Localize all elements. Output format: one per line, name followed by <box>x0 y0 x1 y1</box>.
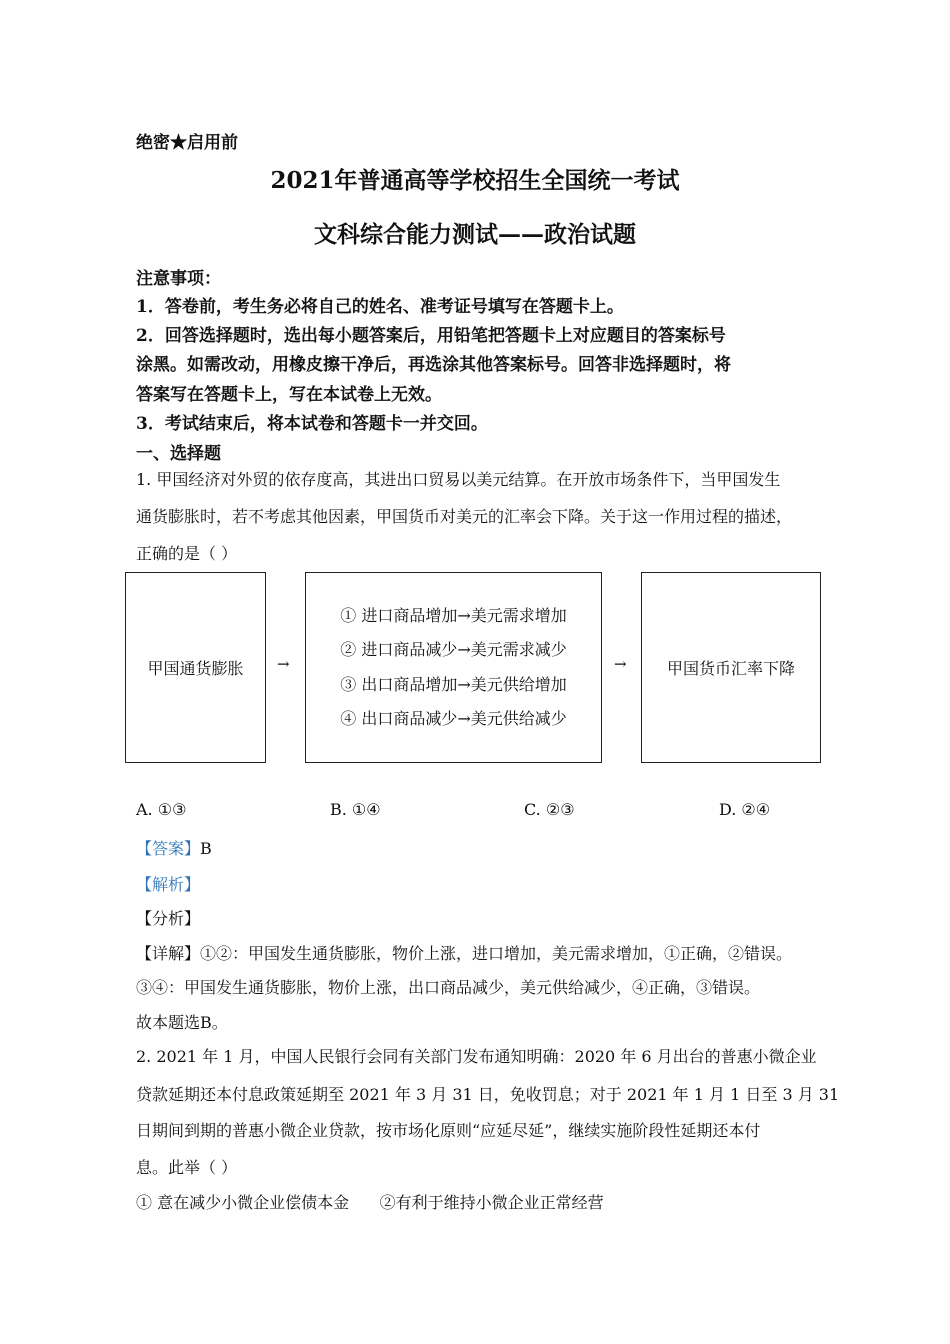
detail-text-1: ①②：甲国发生通货膨胀，物价上涨，进口增加，美元需求增加，①正确，②错误。 <box>200 944 793 963</box>
arrow-right-icon: → <box>277 655 290 673</box>
diagram-right-box <box>641 572 821 763</box>
q2-choices-line: ① 意在减少小微企业偿债本金 ②有利于维持小微企业正常经营 <box>136 1193 604 1212</box>
detail-line-2: ③④：甲国发生通货膨胀，物价上涨，出口商品减少，美元供给减少，④正确，③错误。 <box>136 978 761 997</box>
q1-stem-line-3: 正确的是（ ） <box>136 544 238 563</box>
detail-line-1 <box>136 941 792 964</box>
q2-stem-line-3: 日期间到期的普惠小微企业贷款，按市场化原则“应延尽延”，继续实施阶段性延期还本付 <box>136 1121 761 1140</box>
q2-stem-line-2: 贷款延期还本付息政策延期至 2021 年 3 月 31 日，免收罚息；对于 2021 年 1 月 1 日至 3 月 31 <box>136 1085 840 1104</box>
option-c: C. ②③ <box>524 800 575 819</box>
detail-tag: 【详解】 <box>136 944 201 963</box>
diagram-item-4: ④ 出口商品减少→美元供给减少 <box>340 709 567 728</box>
option-d: D. ②④ <box>719 800 771 819</box>
q1-stem-line-2: 通货膨胀时，若不考虑其他因素，甲国货币对美元的汇率会下降。关于这一作用过程的描述， <box>136 507 793 526</box>
note-1: 1．答卷前，考生务必将自己的姓名、准考证号填写在答题卡上。 <box>136 297 624 317</box>
arrow-right-icon: → <box>614 655 627 673</box>
q2-stem-line-1: 2. 2021 年 1 月，中国人民银行会同有关部门发布通知明确：2020 年 6 月出台的普惠小微企业 <box>136 1047 817 1066</box>
diagram-item-1: ① 进口商品增加→美元需求增加 <box>340 606 567 625</box>
diagram-left-label: 甲国通货膨胀 <box>147 659 244 678</box>
confidential-mark: 绝密★启用前 <box>136 133 238 153</box>
q1-stem-line-1: 1. 甲国经济对外贸的依存度高，其进出口贸易以美元结算。在开放市场条件下，当甲国发生 <box>136 470 781 489</box>
exam-subtitle: 文科综合能力测试——政治试题 <box>314 221 636 248</box>
section-heading: 一、选择题 <box>136 444 221 464</box>
diagram-middle-box <box>305 572 602 763</box>
diagram-item-2: ② 进口商品减少→美元需求减少 <box>340 640 567 659</box>
diagram-item-3: ③ 出口商品增加→美元供给增加 <box>340 675 567 694</box>
note-2-line-1: 2．回答选择题时，选出每小题答案后，用铅笔把答题卡上对应题目的答案标号 <box>136 326 726 346</box>
diagram-left-box <box>125 572 266 763</box>
q2-stem-line-4: 息。此举（ ） <box>136 1158 238 1177</box>
answer-line <box>136 836 212 859</box>
diagram-right-label: 甲国货币汇率下降 <box>666 659 795 678</box>
exam-title: 2021年普通高等学校招生全国统一考试 <box>270 167 680 194</box>
option-a: A. ①③ <box>136 800 187 819</box>
analysis-tag: 【解析】 <box>136 875 201 894</box>
note-2-line-3: 答案写在答题卡上，写在本试卷上无效。 <box>136 385 442 405</box>
notes-heading: 注意事项： <box>136 269 221 289</box>
fenxi-tag: 【分析】 <box>136 909 201 928</box>
option-b: B. ①④ <box>330 800 381 819</box>
detail-line-3: 故本题选B。 <box>136 1013 228 1032</box>
answer-value: B <box>200 839 212 858</box>
answer-tag: 【答案】 <box>136 839 201 858</box>
note-3: 3．考试结束后，将本试卷和答题卡一并交回。 <box>136 414 488 434</box>
note-2-line-2: 涂黑。如需改动，用橡皮擦干净后，再选涂其他答案标号。回答非选择题时，将 <box>136 355 731 375</box>
